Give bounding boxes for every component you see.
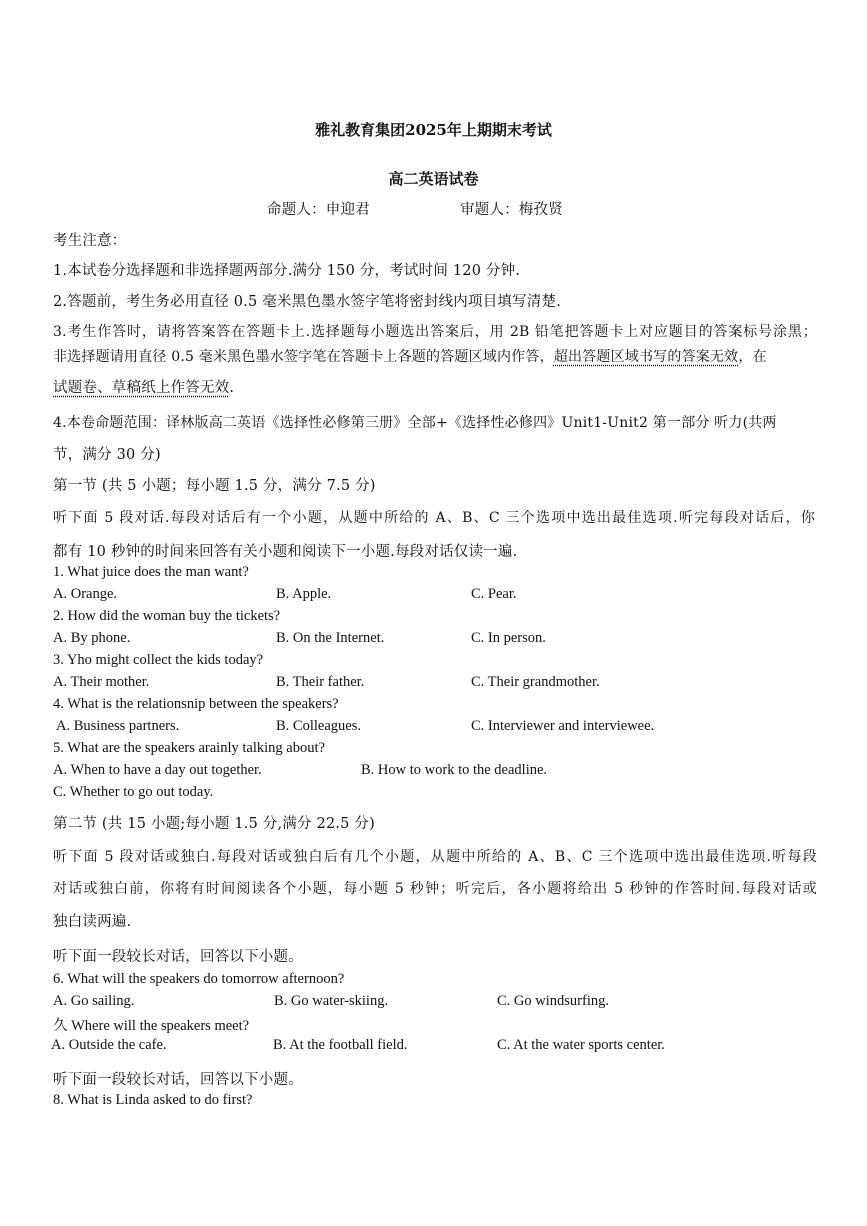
question-7: 久 Where will the speakers meet? <box>53 1018 250 1034</box>
question-3-option-b: B. Their father. <box>276 674 365 690</box>
question-7-option-b: B. At the football field. <box>273 1037 408 1053</box>
question-6-option-b: B. Go water-skiing. <box>274 993 389 1009</box>
notice-item-3-period: . <box>229 380 235 396</box>
section-2-instruction-line-3: 独白读两遍. <box>53 914 132 930</box>
question-8: 8. What is Linda asked to do first? <box>53 1092 253 1108</box>
reviewer-line: 审题人：梅孜贤 <box>460 202 563 218</box>
author-line: 命题人：申迎君 <box>267 202 370 218</box>
section-2-instruction-line-2: 对话或独白前，你将有时间阅读各个小题，每小题 5 秒钟；听完后，各小题将给出 5 秒钟的作答时间.每段对话或 <box>53 881 817 897</box>
section-1-instruction-line-2: 都有 10 秒钟的时间来回答有关小题和阅读下一小题.每段对话仅读一遍. <box>53 544 518 560</box>
passage-2-intro: 听下面一段较长对话，回答以下小题。 <box>53 1072 303 1088</box>
question-7-option-c: C. At the water sports center. <box>497 1037 665 1053</box>
exam-subtitle: 高二英语试卷 <box>388 170 479 188</box>
question-4-option-a: A. Business partners. <box>56 718 180 734</box>
question-2: 2. How did the woman buy the tickets? <box>53 608 281 624</box>
notice-item-1: 1.本试卷分选择题和非选择题两部分.满分 150 分，考试时间 120 分钟. <box>53 263 521 279</box>
notice-item-3-emphasis-2: 试题卷、草稿纸上作答无效 <box>53 380 230 396</box>
question-6-option-a: A. Go sailing. <box>53 993 135 1009</box>
notice-item-3-line-1: 3.考生作答时，请将答案答在答题卡上.选择题每小题选出答案后，用 2B 铅笔把答题卡上对应题目的答案标号涂黑； <box>53 324 817 340</box>
question-6: 6. What will the speakers do tomorrow afternoon? <box>53 971 345 987</box>
question-1-option-a: A. Orange. <box>53 586 118 602</box>
notice-item-3-text: 非选择题请用直径 0.5 毫米黑色墨水签字笔在答题卡上各题的答题区域内作答， <box>53 349 554 365</box>
question-2-option-c: C. In person. <box>471 630 546 646</box>
notice-item-4-line-1: 4.本卷命题范围：译林版高二英语《选择性必修第三册》全部+《选择性必修四》Unit1-Unit2 第一部分 听力(共两 <box>53 415 777 431</box>
section-2-heading: 第二节 (共 15 小题;每小题 1.5 分,满分 22.5 分) <box>53 816 375 832</box>
question-5-option-b: B. How to work to the deadline. <box>361 762 548 778</box>
question-4-option-b: B. Colleagues. <box>276 718 361 734</box>
question-6-option-c: C. Go windsurfing. <box>497 993 609 1009</box>
section-1-instruction-line-1: 听下面 5 段对话.每段对话后有一个小题，从题中所给的 A、B、C 三个选项中选出最佳选项.听完每段对话后，你 <box>53 510 815 526</box>
notice-item-3-emphasis: 超出答题区域书写的答案无效 <box>553 349 739 365</box>
section-1-heading: 第一节 (共 5 小题；每小题 1.5 分，满分 7.5 分) <box>53 478 376 494</box>
notice-item-2: 2.答题前，考生务必用直径 0.5 毫米黑色墨水签字笔将密封线内项目填写清楚. <box>53 294 562 310</box>
question-1: 1. What juice does the man want? <box>53 564 249 580</box>
notice-item-3-line-3 <box>53 376 823 397</box>
question-2-option-a: A. By phone. <box>53 630 131 646</box>
notice-item-3-line-2 <box>53 346 817 366</box>
section-2-instruction-line-1: 听下面 5 段对话或独白.每段对话或独白后有几个小题，从题中所给的 A、B、C 三个选项中选出最佳选项.听每段 <box>53 849 817 865</box>
question-3-option-c: C. Their grandmother. <box>471 674 600 690</box>
question-7-option-a: A. Outside the cafe. <box>51 1037 167 1053</box>
question-4: 4. What is the relationsnip between the speakers? <box>53 696 339 712</box>
passage-1-intro: 听下面一段较长对话，回答以下小题。 <box>53 949 303 965</box>
notice-item-4-line-2: 节，满分 30 分) <box>53 447 161 463</box>
exam-title: 雅礼教育集团2025年上期期末考试 <box>315 121 552 139</box>
notice-item-3-tail: ，在 <box>738 349 767 365</box>
question-1-option-b: B. Apple. <box>276 586 332 602</box>
question-5-option-a: A. When to have a day out together. <box>53 762 262 778</box>
question-3: 3. Yho might collect the kids today? <box>53 652 264 668</box>
question-2-option-b: B. On the Internet. <box>276 630 385 646</box>
question-4-option-c: C. Interviewer and interviewee. <box>471 718 655 734</box>
question-5-option-c: C. Whether to go out today. <box>53 784 214 800</box>
notice-heading: 考生注意： <box>53 233 127 249</box>
question-1-option-c: C. Pear. <box>471 586 517 602</box>
question-5: 5. What are the speakers arainly talking about? <box>53 740 325 756</box>
question-3-option-a: A. Their mother. <box>53 674 150 690</box>
